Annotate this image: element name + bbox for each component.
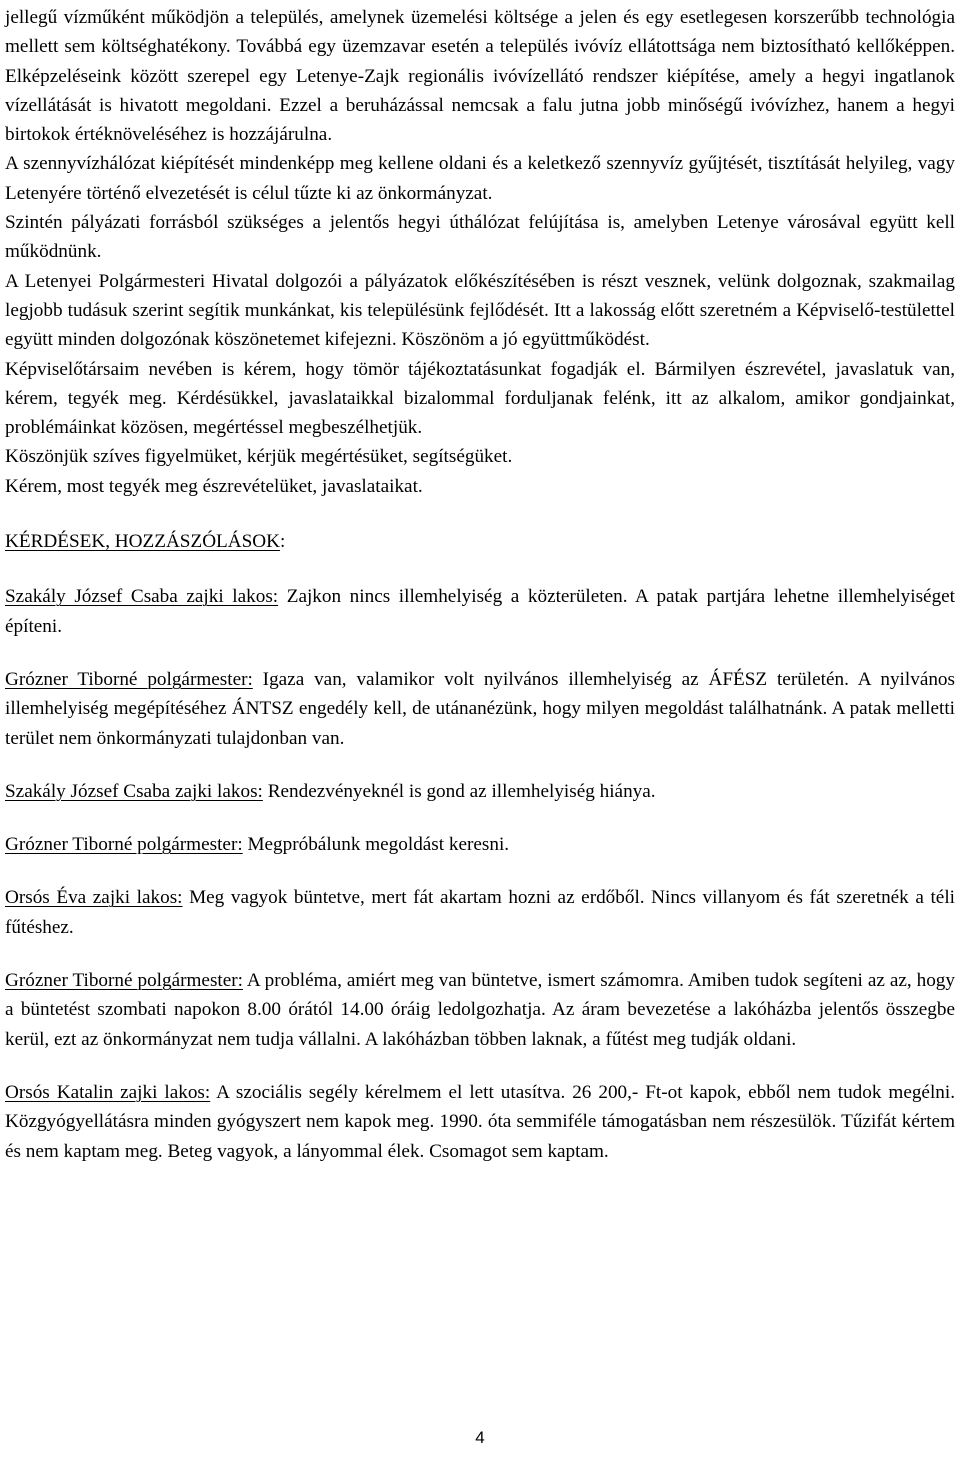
speaker-name: Grózner Tiborné polgármester: [5,834,243,856]
body-paragraph-sewage: A szennyvízhálózat kiépítését mindenképp meg kellene oldani és a keletkező szennyvíz gyűjtését, tisztítását helyileg, vagy Letenyére történő elvezetését is célul tűzte ki az önkormányzat. [5,153,955,204]
exchange-text: Meg vagyok büntetve, mert fát akartam hozni az erdőből. Nincs villanyom és fát szeretnék a téli fűtéshez. [5,887,955,938]
exchange-entry [5,777,955,806]
body-paragraph-request: Képviselőtársaim nevében is kérem, hogy tömör tájékoztatásunkat fogadják el. Bármilyen észrevétel, javaslatuk van, kérem, tegyék meg. Kérdésükkel, javaslataikkal bizalommal forduljanak felénk, itt az alkalom, amikor gondjainkat, problémáinkat közösen, megértéssel megbeszélhetjük. [5,358,955,439]
exchange-text: Megpróbálunk megoldást keresni. [242,834,510,856]
body-paragraph-invitation: Kérem, most tegyék meg észrevételüket, javaslataikat. [5,475,423,497]
document-page [5,0,955,1166]
exchange-entry [5,665,955,753]
section-heading-text: KÉRDÉSEK, HOZZÁSZÓLÁSOK [5,531,281,553]
exchange-text: Zajkon nincs illemhelyiség a közterületen. A patak partjára lehetne illemhelyiséget építeni. [5,586,956,637]
exchange-text: A szociális segély kérelmem el lett utasítva. 26 200,- Ft-ot kapok, ebből nem tudok megélni. Közgyógyellátásra minden gyógyszert nem kapok meg. 1990. óta semmiféle támogatásban nem részesülök. Tűzifát kértem és nem kaptam meg. Beteg vagyok, a lányommal élek. Csomagot sem kaptam. [5,1081,955,1162]
section-heading [5,527,955,556]
page-number: 4 [475,1428,485,1447]
speaker-name: Szakály József Csaba zajki lakos: [5,586,279,608]
exchange-entry [5,1078,955,1166]
exchange-text: Igaza van, valamikor volt nyilvános illemhelyiség az ÁFÉSZ területén. A nyilvános illemhelyiség megépítéséhez ÁNTSZ engedély kell, de utánanézünk, hogy milyen megoldást találhatnánk. A patak melletti terület nem önkormányzati tulajdonban van. [5,668,955,749]
exchange-entry [5,883,955,942]
speaker-name: Szakály József Csaba zajki lakos: [5,780,263,802]
body-paragraph-water-utility: jellegű vízműként működjön a település, amelynek üzemelési költsége a jelen és egy esetlegesen korszerűbb technológia mellett sem költséghatékony. Továbbá egy üzemzavar esetén a település ivóvíz ellátottsága nem biztosítható kellőképpen. Elképzeléseink között szerepel egy Letenye-Zajk regionális ivóvízellátó rendszer kiépítése, amely a hegyi ingatlanok vízellátását is hivatott megoldani. Ezzel a beruházással nemcsak a falu jutna jobb minőségű ivóvízhez, hanem a hegyi birtokok értéknöveléséhez is hozzájárulna. [5,7,955,146]
body-paragraph-mayoral-office: A Letenyei Polgármesteri Hivatal dolgozói a pályázatok előkészítésében is részt vesznek, velünk dolgoznak, szakmailag legjobb tudásuk szerint segítik munkánkat, kis településünk fejlődését. Itt a lakosság előtt szeretném a Képviselő-testülettel együtt minden dolgozónak köszönetemet kifejezni. Köszönöm a jó együttműködést. [5,270,955,351]
exchange-entry [5,582,955,641]
body-paragraph-road-network: Szintén pályázati forrásból szükséges a jelentős hegyi úthálózat felújítása is, amelyben Letenye városával együtt kell működnünk. [5,212,955,263]
exchange-entry [5,966,955,1054]
body-paragraph-thanks: Köszönjük szíves figyelmüket, kérjük megértésüket, segítségüket. [5,446,513,468]
speaker-name: Orsós Katalin zajki lakos: [5,1081,211,1103]
exchange-entry [5,830,955,859]
exchange-text: A probléma, amiért meg van büntetve, ismert számomra. Amiben tudok segíteni az az, hogy a büntetést szombati napokon 8.00 órától 14.00 óráig ledolgozhatja. Az áram bevezetése a lakóházba jelentős összegbe kerül, ezt az önkormányzat nem tudja vállalni. A lakóházban többen laknak, a fűtést meg tudják oldani. [5,970,955,1050]
speaker-name: Orsós Éva zajki lakos: [5,887,183,909]
speaker-name: Grózner Tiborné polgármester: [5,970,243,992]
exchange-text: Rendezvényeknél is gond az illemhelyiség hiánya. [262,780,656,802]
speaker-name: Grózner Tiborné polgármester: [5,668,253,690]
section-heading-colon: : [280,531,286,553]
